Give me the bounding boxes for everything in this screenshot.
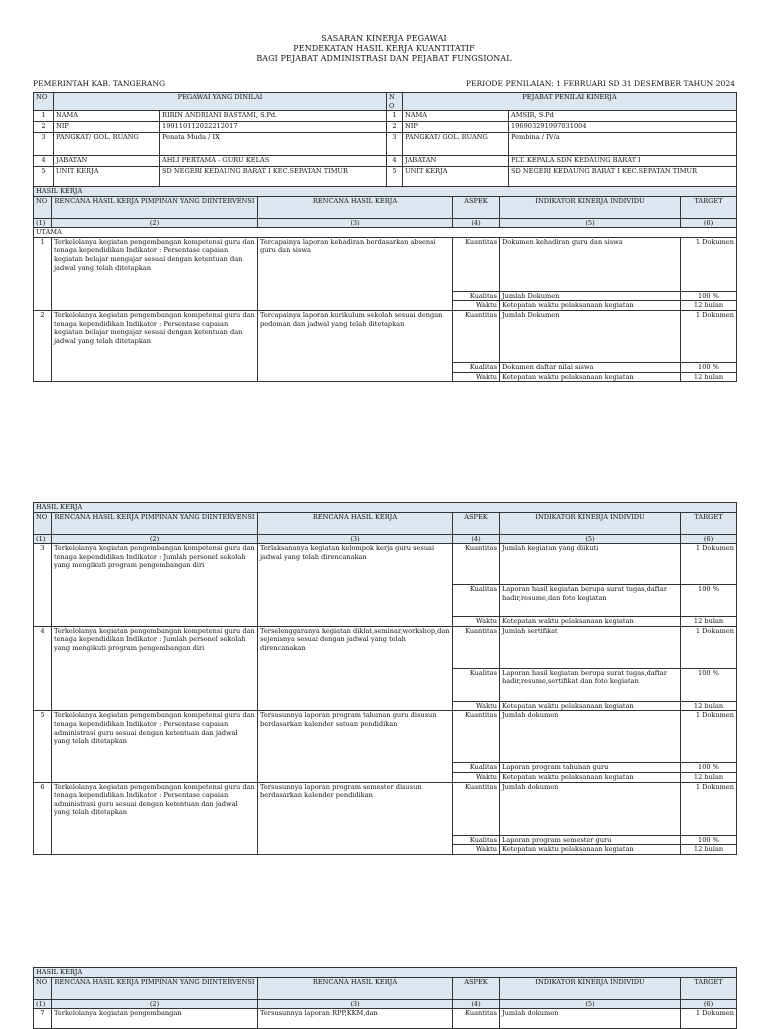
table-row: 7 Terkelolanya kegiatan pengembangan Tersusunnya laporan RPP,KKM,dan Kuantitas Jumlah dokumen 1 Dokumen — [34, 1009, 737, 1029]
table-row: 6 Terkelolanya kegiatan pengembangan kompetensi guru dan tenaga kependidikan Indikator : Persentase capaian administrasi guru sesuai dengan ketentuan dan jadwal yang telah ditetapkan Tersusunnya laporan program semester disusun berdasarkan kalender pendidikan Kuantitas Jumlah dokumen 1 Dokumen — [34, 782, 737, 835]
doc-title-line1: SASARAN KINERJA PEGAWAI — [321, 34, 447, 43]
table-row: Kualitas Laporan program semester guru 100 % — [34, 835, 737, 845]
appraiser-unit: SD NEGERI KEDAUNG BARAT I KEC.SEPATAN TIMUR — [509, 167, 737, 189]
table-row: 4 Terkelolanya kegiatan pengembangan kompetensi guru dan tenaga kependidikan Indikator : Jumlah personel sekolah yang mengikuti program pengembangan diri Terselenggaranya kegiatan diklat,seminar,workshop,dan sejenisnya sesuai dengan jadwal yang telah direncanakan Kuantitas Jumlah sertifikat 1 Dokumen — [34, 626, 737, 668]
table-row: Waktu Ketepatan waktu pelaksanaan kegiatan 12 bulan — [34, 701, 737, 711]
identity-row: 3 PANGKAT/ GOL. RUANG Penata Muda / IX 3 PANGKAT/ GOL. RUANG Pembina / IV/a — [34, 133, 737, 156]
appraiser-nip: 196903291997031004 — [509, 122, 737, 133]
no-header: NO — [387, 93, 403, 111]
identity-row: 4 JABATAN AHLI PERTAMA - GURU KELAS 4 JABATAN PLT. KEPALA SDN KEDAUNG BARAT I — [34, 156, 737, 167]
identity-table — [33, 92, 737, 189]
table-row: Kualitas Dokumen daftar nilai siswa 100 % — [34, 362, 737, 372]
period-label: PERIODE PENILAIAN: 1 FEBRUARI SD 31 DESEMBER TAHUN 2024 — [465, 79, 735, 88]
table-row: Kualitas Jumlah Dokumen 100 % — [34, 291, 737, 301]
section-label: HASIL KERJA — [34, 187, 737, 197]
appraiser-rank: Pembina / IV/a — [509, 133, 737, 156]
column-number-row: (1) (2) (3) (4) (5) (6) — [34, 999, 737, 1009]
employee-nip: 199110112022212017 — [160, 122, 387, 133]
table-row: 1 Terkelolanya kegiatan pengembangan kompetensi guru dan tenaga kependidikan Indikator : Persentase capaian kegiatan belajar mengajar sesuai dengan ketentuan dan jadwal yang telah ditetapkan Tercapainya laporan kehadiran berdasarkan absensi guru dan siswa Kuantitas Dokumen kehadiran guru dan siswa 1 Dokumen — [34, 237, 737, 291]
appraiser-header: PEJABAT PENILAI KINERJA — [403, 93, 737, 111]
table-row: Waktu Ketepatan waktu pelaksanaan kegiatan 12 bulan — [34, 301, 737, 311]
column-header-row: NO RENCANA HASIL KERJA PIMPINAN YANG DIINTERVENSI RENCANA HASIL KERJA ASPEK INDIKATOR KINERJA INDIVIDU TARGET — [34, 196, 737, 218]
doc-title-line2: PENDEKATAN HASIL KERJA KUANTITATIF — [293, 44, 475, 53]
employee-name: RIRIN ANDRIANI BASTAMI, S.Pd. — [160, 111, 387, 122]
section-label: HASIL KERJA — [34, 503, 737, 513]
identity-row: 5 UNIT KERJA SD NEGERI KEDAUNG BARAT I KEC.SEPATAN TIMUR 5 UNIT KERJA SD NEGERI KEDAUNG BARAT I KEC.SEPATAN TIMUR — [34, 167, 737, 189]
utama-label: UTAMA — [34, 228, 737, 238]
table-row: Waktu Ketepatan waktu pelaksanaan kegiatan 12 bulan — [34, 617, 737, 627]
column-header-row: NO RENCANA HASIL KERJA PIMPINAN YANG DIINTERVENSI RENCANA HASIL KERJA ASPEK INDIKATOR KINERJA INDIVIDU TARGET — [34, 512, 737, 534]
identity-row: 2 NIP 199110112022212017 2 NIP 196903291997031004 — [34, 122, 737, 133]
institution-label: PEMERINTAH KAB. TANGERANG — [33, 79, 166, 88]
section-label: HASIL KERJA — [34, 968, 737, 978]
no-header: NO — [34, 93, 54, 111]
column-number-row: (1) (2) (3) (4) (5) (6) — [34, 218, 737, 228]
employee-position: AHLI PERTAMA - GURU KELAS — [160, 156, 387, 167]
employee-unit: SD NEGERI KEDAUNG BARAT I KEC.SEPATAN TIMUR — [160, 167, 387, 189]
table-row: 3 Terkelolanya kegiatan pengembangan kompetensi guru dan tenaga kependidikan Indikator : Jumlah personel sekolah yang mengikuti program pengembangan diri Terlaksananya kegiatan kelompok kerja guru sesuai jadwal yang telah direncanakan Kuantitas Jumlah kegiatan yang diikuti 1 Dokumen — [34, 544, 737, 585]
rated-employee-header: PEGAWAI YANG DINILAI — [54, 93, 387, 111]
table-row: Kualitas Laporan hasil kegiatan berupa surat tugas,daftar hadir,resume,dan foto kegiatan 100 % — [34, 585, 737, 617]
doc-title-line3: BAGI PEJABAT ADMINISTRASI DAN PEJABAT FUNGSIONAL — [256, 54, 512, 63]
table-row: Waktu Ketepatan waktu pelaksanaan kegiatan 12 bulan — [34, 772, 737, 782]
column-number-row: (1) (2) (3) (4) (5) (6) — [34, 534, 737, 544]
table-row: Kualitas Laporan program tahunan guru 100 % — [34, 763, 737, 773]
identity-row: 1 NAMA RIRIN ANDRIANI BASTAMI, S.Pd. 1 NAMA AMSIR, S.Pd — [34, 111, 737, 122]
table-row: 2 Terkelolanya kegiatan pengembangan kompetensi guru dan tenaga kependidikan Indikator : Persentase capaian kegiatan belajar mengajar sesuai dengan ketentuan dan jadwal yang telah ditetapkan Tercapainya laporan kurikulum sekolah sesuai dengan pedoman dan jadwal yang telah ditetapkan Kuantitas Jumlah Dokumen 1 Dokumen — [34, 310, 737, 362]
column-header-row: NO RENCANA HASIL KERJA PIMPINAN YANG DIINTERVENSI RENCANA HASIL KERJA ASPEK INDIKATOR KINERJA INDIVIDU TARGET — [34, 977, 737, 999]
table-row: Waktu Ketepatan waktu pelaksanaan kegiatan 12 bulan — [34, 845, 737, 855]
table-row: Kualitas Laporan hasil kegiatan berupa surat tugas,daftar hadir,resume,sertifikat dan foto kegiatan 100 % — [34, 668, 737, 701]
table-row: Waktu Ketepatan waktu pelaksanaan kegiatan 12 bulan — [34, 372, 737, 382]
identity-header-row — [34, 93, 737, 111]
hasil-kerja-table-1 — [33, 186, 737, 382]
hasil-kerja-table-3 — [33, 967, 737, 1029]
hasil-kerja-table-2 — [33, 502, 737, 855]
employee-rank: Penata Muda / IX — [160, 133, 387, 156]
appraiser-name: AMSIR, S.Pd — [509, 111, 737, 122]
table-row: 5 Terkelolanya kegiatan pengembangan kompetensi guru dan tenaga kependidikan Indikator : Persentase capaian administrasi guru sesuai dengan ketentuan dan jadwal yang telah ditetapkan Tersusunnya laporan program tahunan guru disusun berdasarkan kalender satuan pendidikan Kuantitas Jumlah dokumen 1 Dokumen — [34, 711, 737, 763]
appraiser-position: PLT. KEPALA SDN KEDAUNG BARAT I — [509, 156, 737, 167]
